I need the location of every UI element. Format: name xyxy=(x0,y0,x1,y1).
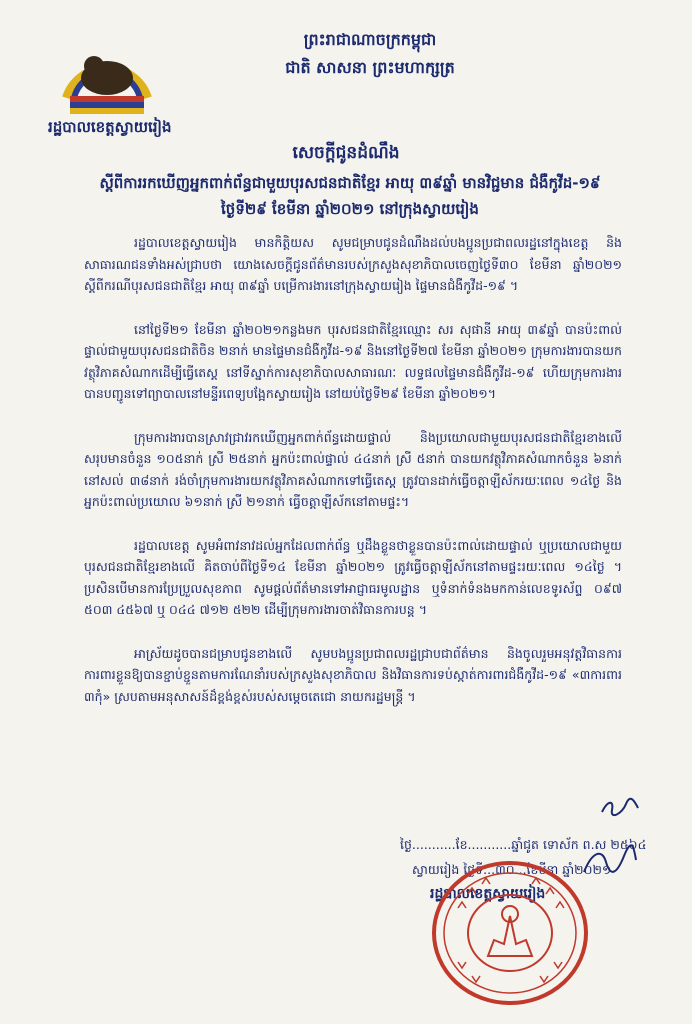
issuing-authority: រដ្ឋបាលខេត្តស្វាយរៀង xyxy=(48,118,172,136)
paragraph: រដ្ឋបាលខេត្តស្វាយរៀង មានកិត្តិយស សូមជម្រាបជូនដំណឹងដល់បងប្អូនប្រជាពលរដ្ឋនៅក្នុងខេត្ត និងសាធារណជនទាំងអស់ជ្រាបថា យោងសេចក្តីជូនព័ត៌មានរបស់ក្រសួងសុខាភិបាលចេញថ្ងៃទី៣០ ខែមីនា ឆ្នាំ២០២១ ស្តីពីករណីបុរសជនជាតិខ្មែរ អាយុ ៣៩ឆ្នាំ បម្រើការងារនៅក្រុងស្វាយរៀង ផ្ទៃមានជំងឺកូវីដ-១៩ ។ xyxy=(84,235,622,293)
kingdom-line: ព្រះរាជាណាចក្រកម្ពុជា xyxy=(303,30,437,49)
signer-title: រដ្ឋបាលខេត្តស្វាយរៀង xyxy=(430,886,546,902)
paragraph: រដ្ឋបាលខេត្ត សូមអំពាវនាវដល់អ្នកដែលពាក់ព័ន្ធ ឬដឹងខ្លួនថាខ្លួនបានប៉ះពាល់ដោយផ្ទាល់ ឬប្រយោលជាមួយបុរសជនជាតិខ្មែរខាងលើ គិតចាប់ពីថ្ងៃទី១៤ ខែមីនា ឆ្នាំ២០២១ ត្រូវធ្វើចត្តាឡីស័កនៅតាមផ្ទះរយៈពេល ១៤ថ្ងៃ ។ ប្រសិនបើមានការប្រែប្រួលសុខភាព សូមផ្តល់ព័ត៌មានទៅអាជ្ញាធរមូលដ្ឋាន ឬទំនាក់ទំនងមកកាន់លេខទូរស័ព្ទ ០៩៧ ៥០៣ ៤៥៦៧ ឬ ០៤៤ ៧១២ ៥២២ ដើម្បីក្រុមការងារចាត់វិធានការបន្ត ។ xyxy=(84,537,622,617)
initial-mark xyxy=(600,796,640,818)
paragraph: អាស្រ័យដូចបានជម្រាបជូនខាងលើ សូមបងប្អូនប្រជាពលរដ្ឋជ្រាបជាព័ត៌មាន និងចូលរួមអនុវត្តវិធានការការពារខ្លួនឱ្យបានខ្ជាប់ខ្ជួនតាមការណែនាំរបស់ក្រសួងសុខាភិបាល និងវិធានការទប់ស្កាត់ការពារជំងឺកូវីដ-១៩ «៣ការពារ ៣កុំ» ស្របតាមអនុសាសន៍ដ៏ខ្ពង់ខ្ពស់របស់សម្តេចតេជោ នាយករដ្ឋមន្ត្រី ។ xyxy=(84,645,622,704)
document-title: សេចក្តីជូនដំណឹង xyxy=(292,143,400,163)
nation-religion-king-line: ជាតិ សាសនា ព្រះមហាក្សត្រ xyxy=(285,58,455,77)
official-seal xyxy=(428,858,592,1008)
document-subtitle: ស្តីពីការរកឃើញអ្នកពាក់ព័ន្ធជាមួយបុរសជនជាតិខ្មែរ អាយុ ៣៩ឆ្នាំ មានវិជ្ជមាន ជំងឺកូវីដ-១៩ ថ្ងៃទី២៩ ខែមីនា ឆ្នាំ២០២១ នៅក្រុងស្វាយរៀង xyxy=(99,174,601,218)
paragraph: ក្រុមការងារបានស្រាវជ្រាវរកឃើញអ្នកពាក់ព័ន្ធដោយផ្ទាល់ និងប្រយោលជាមួយបុរសជនជាតិខ្មែរខាងលើ សរុបមានចំនួន ១០៥នាក់ ស្រី ២៥នាក់ អ្នកប៉ះពាល់ផ្ទាល់ ៤៤នាក់ ស្រី ៥នាក់ បានយកវត្ថុវិភាគសំណាកចំនួន ៦នាក់ នៅសល់ ៣៨នាក់ រង់ចាំក្រុមការងារយកវត្ថុវិភាគសំណាកទៅធ្វើតេស្ត ត្រូវបានដាក់ធ្វើចត្តាឡីស័ករយៈពេល ១៤ថ្ងៃ និងអ្នកប៉ះពាល់ប្រយោល ៦១នាក់ ស្រី ២១នាក់ ធ្វើចត្តាឡីស័កនៅតាមផ្ទះ។ xyxy=(84,429,622,509)
lunar-date: ថ្ងៃ...........ខែ...........ឆ្នាំជូត ទោស័ក ព.ស ២៥៦៤ xyxy=(400,837,647,852)
provincial-logo xyxy=(52,18,162,118)
paragraph: នៅថ្ងៃទី២១ ខែមីនា ឆ្នាំ២០២១កន្លងមក បុរសជនជាតិខ្មែរឈ្មោះ សរ សុផានី អាយុ ៣៩ឆ្នាំ បានប៉ះពាល់ផ្ទាល់ជាមួយបុរសជនជាតិចិន ២នាក់ មានផ្ទៃមានជំងឺកូវីដ-១៩ និងនៅថ្ងៃទី២៧ ខែមីនា ឆ្នាំ២០២១ ក្រុមការងារបានយកវត្ថុវិភាគសំណាកដើម្បីធ្វើតេស្ត នៅទីស្នាក់ការសុខាភិបាលសាធារណៈ លទ្ធផលផ្ទៃមានជំងឺកូវីដ-១៩ ហើយក្រុមការងារបានបញ្ជូនទៅព្យាបាលនៅមន្ទីរពេទ្យបង្អែកស្វាយរៀង នៅយប់ថ្ងៃទី២៩ ខែមីនា ឆ្នាំ២០២១។ xyxy=(84,321,622,401)
national-motto xyxy=(270,26,470,82)
solar-date: ស្វាយរៀង ថ្ងៃទី...៣០...ខែមីនា ឆ្នាំ២០២១ xyxy=(412,862,612,877)
document-body xyxy=(84,232,622,729)
